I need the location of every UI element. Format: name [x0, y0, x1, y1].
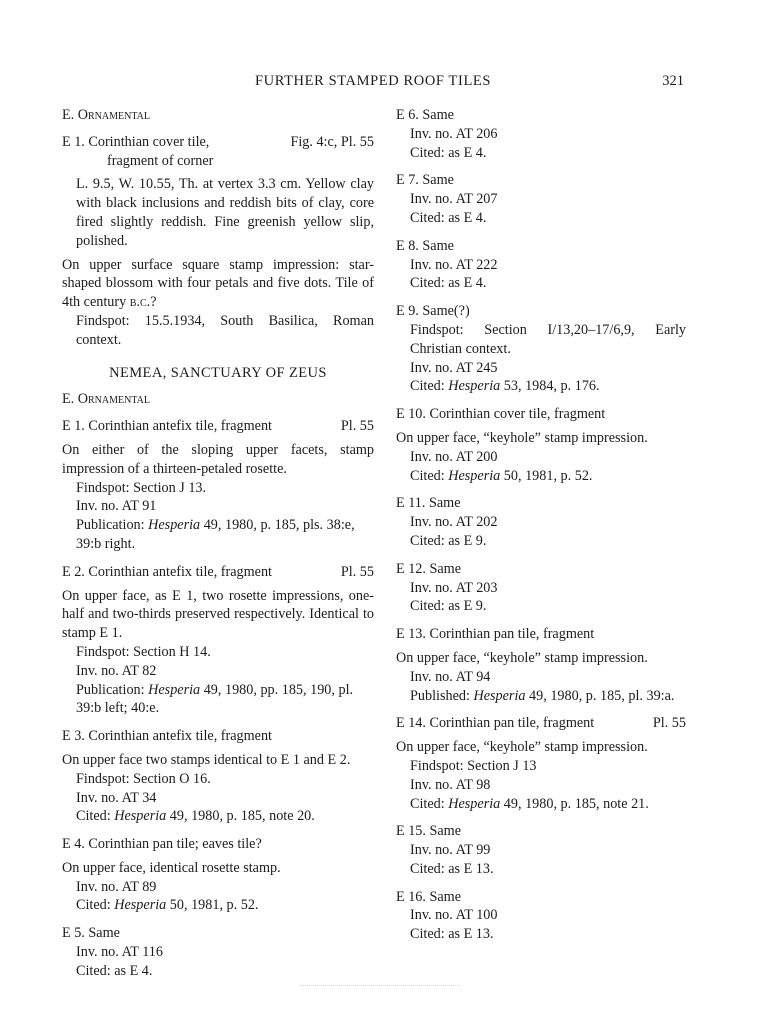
entry-heading — [396, 625, 686, 644]
inventory-number: Inv. no. AT 116 — [76, 944, 163, 961]
entry-description: On upper face, “keyhole” stamp impression. — [396, 429, 648, 446]
findspot: Findspot: Section H 14. — [76, 643, 211, 660]
publication: Published: Hesperia 49, 1980, p. 185, pl. 39:a. — [410, 687, 675, 704]
entry-heading — [396, 494, 686, 513]
inventory-number: Inv. no. AT 99 — [410, 842, 491, 859]
citation: Cited: as E 4. — [410, 275, 487, 292]
inventory-number: Inv. no. AT 98 — [410, 776, 491, 793]
citation: Cited: as E 4. — [76, 962, 153, 979]
entry-label: E 7. Same — [396, 172, 454, 189]
citation: Cited: as E 13. — [410, 860, 494, 877]
inventory-number: Inv. no. AT 206 — [410, 125, 498, 142]
entry-heading — [396, 237, 686, 256]
section-heading-ornamental-nemea: E. Ornamental — [62, 391, 150, 408]
inventory-number: Inv. no. AT 207 — [410, 191, 498, 208]
entry-label: E 1. Corinthian antefix tile, fragment — [62, 418, 272, 435]
entry-subheading: fragment of corner — [107, 152, 214, 169]
citation: Cited: as E 4. — [410, 144, 487, 161]
right-column — [396, 106, 686, 953]
catalog-entry-e14 — [396, 714, 686, 813]
entry-label: E 3. Corinthian antefix tile, fragment — [62, 728, 272, 745]
inventory-number: Inv. no. AT 202 — [410, 514, 498, 531]
entry-label: E 10. Corinthian cover tile, fragment — [396, 406, 606, 423]
entry-heading — [396, 560, 686, 579]
entry-label: E 1. Corinthian cover tile, — [62, 133, 210, 150]
inventory-number: Inv. no. AT 34 — [76, 789, 157, 806]
publication: Publication: Hesperia 49, 1980, p. 185, pls. 38:e, 39:b right. — [76, 517, 355, 552]
inventory-number: Inv. no. AT 89 — [76, 878, 157, 895]
citation: Cited: Hesperia 49, 1980, p. 185, note 21. — [410, 795, 649, 812]
entry-heading — [396, 714, 686, 733]
findspot: Findspot: Section O 16. — [76, 770, 211, 787]
entry-label: E 13. Corinthian pan tile, fragment — [396, 626, 595, 643]
catalog-entry-e12 — [396, 560, 686, 616]
running-title: FURTHER STAMPED ROOF TILES — [254, 73, 492, 89]
plate-reference: Fig. 4:c, Pl. 55 — [290, 133, 374, 150]
entry-label: E 14. Corinthian pan tile, fragment — [396, 715, 595, 732]
citation: Cited: Hesperia 50, 1981, p. 52. — [410, 467, 593, 484]
entry-description: On either of the sloping upper facets, stamp impression of a thirteen-petaled rosette. — [62, 441, 374, 477]
page-number: 321 — [662, 73, 684, 89]
entry-label: E 15. Same — [396, 823, 462, 840]
entry-label: E 16. Same — [396, 888, 462, 905]
entry-description: On upper face, “keyhole” stamp impression. — [396, 739, 648, 756]
entry-heading — [396, 302, 686, 321]
entry-heading — [62, 924, 374, 943]
entry-label: E 9. Same(?) — [396, 303, 470, 320]
entry-description: On upper face, as E 1, two rosette impressions, one-half and two-thirds preserved respectively. Identical to stamp E 1. — [62, 587, 374, 642]
inventory-number: Inv. no. AT 222 — [410, 256, 498, 273]
entry-heading — [396, 822, 686, 841]
entry-label: E 2. Corinthian antefix tile, fragment — [62, 563, 272, 580]
entry-heading — [396, 171, 686, 190]
catalog-entry-e7 — [396, 171, 686, 227]
findspot: Findspot: Section J 13 — [410, 757, 537, 774]
catalog-entry-e11 — [396, 494, 686, 550]
catalog-entry-e1 — [62, 417, 374, 554]
left-column — [62, 106, 374, 990]
citation: Cited: Hesperia 49, 1980, p. 185, note 20. — [76, 808, 315, 825]
entry-description: On upper face, identical rosette stamp. — [62, 859, 281, 876]
catalog-entry-e10 — [396, 405, 686, 485]
entry-label: E 8. Same — [396, 237, 454, 254]
plate-reference: Pl. 55 — [340, 563, 374, 580]
section-heading-ornamental: E. Ornamental — [62, 107, 150, 123]
publication: Publication: Hesperia 49, 1980, pp. 185, 190, pl. 39:b left; 40:e. — [76, 681, 354, 717]
entry-heading — [62, 417, 374, 436]
catalog-entry-e9 — [396, 302, 686, 396]
catalog-entry-e5 — [62, 924, 374, 980]
citation: Cited: as E 9. — [410, 598, 487, 615]
citation: Cited: as E 9. — [410, 532, 487, 549]
citation: Cited: as E 4. — [410, 209, 487, 226]
entry-label: E 12. Same — [396, 560, 462, 577]
catalog-entry-e15 — [396, 822, 686, 878]
entry-heading — [62, 563, 374, 582]
findspot: Findspot: Section J 13. — [76, 479, 207, 496]
catalog-entry-e13 — [396, 625, 686, 705]
entry-description: L. 9.5, W. 10.55, Th. at vertex 3.3 cm. Yellow clay with black inclusions and reddish bits of clay, core fired slightly reddish. Fine greenish yellow slip, polished. — [76, 176, 374, 249]
entry-heading — [396, 405, 686, 424]
entry-heading — [62, 727, 374, 746]
citation: Cited: Hesperia 53, 1984, p. 176. — [410, 378, 600, 395]
inventory-number: Inv. no. AT 82 — [76, 662, 157, 679]
catalog-entry-e4 — [62, 835, 374, 915]
entry-label: E 5. Same — [62, 925, 120, 942]
entry-heading — [396, 888, 686, 907]
entry-description: On upper face two stamps identical to E 1 and E 2. — [62, 751, 351, 768]
entry-label: E 6. Same — [396, 107, 454, 123]
site-heading: NEMEA, SANCTUARY OF ZEUS — [109, 364, 327, 381]
inventory-number: Inv. no. AT 200 — [410, 448, 498, 465]
findspot: Findspot: Section I/13,20–17/6,9, Early Christian context. — [410, 321, 686, 357]
catalog-entry-e16 — [396, 888, 686, 944]
entry-label: E 11. Same — [396, 495, 461, 512]
stamp-description: On upper surface square stamp impression: star-shaped blossom with four petals and five dots. Tile of 4th century b.c.? — [62, 256, 374, 311]
catalog-entry-e2 — [62, 563, 374, 718]
citation: Cited: Hesperia 50, 1981, p. 52. — [76, 897, 259, 914]
inventory-number: Inv. no. AT 100 — [410, 907, 498, 924]
page-header — [62, 72, 684, 94]
catalog-entry-e3 — [62, 727, 374, 826]
entry-heading — [62, 133, 374, 152]
footer-rule — [300, 985, 460, 986]
inventory-number: Inv. no. AT 91 — [76, 498, 157, 515]
catalog-entry-e8 — [396, 237, 686, 293]
citation: Cited: as E 13. — [410, 926, 494, 943]
entry-label: E 4. Corinthian pan tile; eaves tile? — [62, 836, 262, 853]
catalog-entry-e1-corinth — [62, 133, 374, 350]
plate-reference: Pl. 55 — [652, 715, 686, 732]
plate-reference: Pl. 55 — [340, 418, 374, 435]
entry-heading — [396, 106, 686, 125]
entry-description: On upper face, “keyhole” stamp impression. — [396, 649, 648, 666]
findspot: Findspot: 15.5.1934, South Basilica, Roman context. — [76, 312, 374, 348]
inventory-number: Inv. no. AT 245 — [410, 359, 498, 376]
inventory-number: Inv. no. AT 94 — [410, 668, 491, 685]
entry-heading — [62, 835, 374, 854]
catalog-entry-e6 — [396, 106, 686, 162]
inventory-number: Inv. no. AT 203 — [410, 579, 498, 596]
